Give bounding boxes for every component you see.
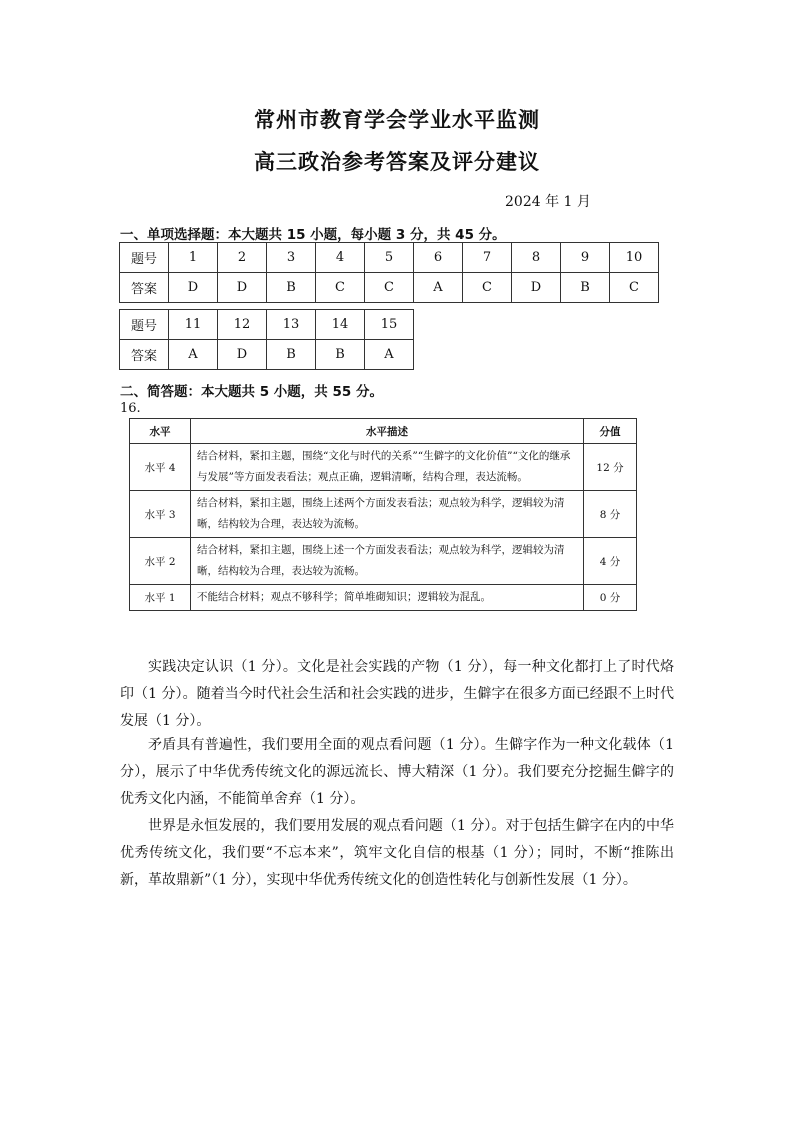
answer-cell: B bbox=[561, 273, 610, 303]
document-title: 常州市教育学会学业水平监测 bbox=[254, 108, 540, 132]
question-number-row bbox=[120, 243, 659, 273]
rubric-level: 水平 4 bbox=[130, 444, 191, 491]
answer-cell: B bbox=[267, 340, 316, 370]
question-number: 15 bbox=[365, 310, 414, 340]
answer-cell: B bbox=[267, 273, 316, 303]
document-subtitle: 高三政治参考答案及评分建议 bbox=[254, 150, 540, 174]
question-number: 2 bbox=[218, 243, 267, 273]
rubric-row bbox=[130, 491, 637, 538]
rubric-description: 结合材料，紧扣主题，围绕上述两个方面发表看法；观点较为科学，逻辑较为清晰，结构较为合理，表达较为流畅。 bbox=[191, 491, 584, 538]
rubric-description: 不能结合材料；观点不够科学；简单堆砌知识；逻辑较为混乱。 bbox=[191, 585, 584, 611]
answer-cell: D bbox=[218, 273, 267, 303]
answer-paragraph: 世界是永恒发展的，我们要用发展的观点看问题（1 分）。对于包括生僻字在内的中华优秀传统文化，我们要“不忘本来”，筑牢文化自信的根基（1 分）；同时，不断“推陈出新，革故鼎新”（1 分），实现中华优秀传统文化的创造性转化与创新性发展（1 分）。 bbox=[120, 818, 674, 888]
answer-cell: A bbox=[414, 273, 463, 303]
answer-cell: D bbox=[218, 340, 267, 370]
answer-cell: C bbox=[365, 273, 414, 303]
question-16-number: 16. bbox=[120, 401, 141, 416]
rubric-row bbox=[130, 444, 637, 491]
answer-table-1 bbox=[119, 242, 659, 303]
question-number: 7 bbox=[463, 243, 512, 273]
rubric-score: 8 分 bbox=[584, 491, 637, 538]
section1-heading: 一、单项选择题：本大题共 15 小题，每小题 3 分，共 45 分。 bbox=[120, 227, 506, 243]
document-date: 2024 年 1 月 bbox=[505, 194, 591, 210]
rubric-score: 12 分 bbox=[584, 444, 637, 491]
question-number: 1 bbox=[169, 243, 218, 273]
rubric-description: 结合材料，紧扣主题，围绕“文化与时代的关系”“生僻字的文化价值”“文化的继承与发展”等方面发表看法；观点正确，逻辑清晰，结构合理，表达流畅。 bbox=[191, 444, 584, 491]
rubric-level: 水平 1 bbox=[130, 585, 191, 611]
rubric-header-description: 水平描述 bbox=[191, 419, 584, 444]
question-number: 4 bbox=[316, 243, 365, 273]
answer-paragraph: 实践决定认识（1 分）。文化是社会实践的产物（1 分），每一种文化都打上了时代烙印（1 分）。随着当今时代社会生活和社会实践的进步，生僻字在很多方面已经跟不上时代发展（1 分）。 bbox=[120, 659, 674, 729]
row-label-answer: 答案 bbox=[120, 273, 169, 303]
scoring-rubric-table bbox=[129, 418, 637, 611]
answer-cell: D bbox=[512, 273, 561, 303]
answer-row bbox=[120, 340, 414, 370]
question-number: 8 bbox=[512, 243, 561, 273]
answer-cell: C bbox=[610, 273, 659, 303]
row-label-question: 题号 bbox=[120, 310, 169, 340]
answer-cell: C bbox=[316, 273, 365, 303]
rubric-row bbox=[130, 585, 637, 611]
question-number: 13 bbox=[267, 310, 316, 340]
section2-heading: 二、简答题：本大题共 5 小题，共 55 分。 bbox=[120, 384, 383, 400]
question-number: 10 bbox=[610, 243, 659, 273]
question-number: 11 bbox=[169, 310, 218, 340]
rubric-header-level: 水平 bbox=[130, 419, 191, 444]
answer-cell: B bbox=[316, 340, 365, 370]
question-number: 14 bbox=[316, 310, 365, 340]
answer-row bbox=[120, 273, 659, 303]
answer-cell: A bbox=[169, 340, 218, 370]
row-label-question: 题号 bbox=[120, 243, 169, 273]
answer-cell: A bbox=[365, 340, 414, 370]
rubric-description: 结合材料，紧扣主题，围绕上述一个方面发表看法；观点较为科学，逻辑较为清晰，结构较为合理，表达较为流畅。 bbox=[191, 538, 584, 585]
rubric-level: 水平 3 bbox=[130, 491, 191, 538]
rubric-header-row bbox=[130, 419, 637, 444]
rubric-score: 4 分 bbox=[584, 538, 637, 585]
answer-cell: D bbox=[169, 273, 218, 303]
rubric-score: 0 分 bbox=[584, 585, 637, 611]
answer-paragraph: 矛盾具有普遍性，我们要用全面的观点看问题（1 分）。生僻字作为一种文化载体（1 分），展示了中华优秀传统文化的源远流长、博大精深（1 分）。我们要充分挖掘生僻字的优秀文化内涵，不能简单舍弃（1 分）。 bbox=[120, 737, 674, 807]
answer-cell: C bbox=[463, 273, 512, 303]
question-number: 12 bbox=[218, 310, 267, 340]
row-label-answer: 答案 bbox=[120, 340, 169, 370]
rubric-header-score: 分值 bbox=[584, 419, 637, 444]
rubric-level: 水平 2 bbox=[130, 538, 191, 585]
question-number: 9 bbox=[561, 243, 610, 273]
question-number: 5 bbox=[365, 243, 414, 273]
rubric-row bbox=[130, 538, 637, 585]
question-number: 6 bbox=[414, 243, 463, 273]
answer-table-2 bbox=[119, 309, 414, 370]
question-number: 3 bbox=[267, 243, 316, 273]
question-number-row bbox=[120, 310, 414, 340]
